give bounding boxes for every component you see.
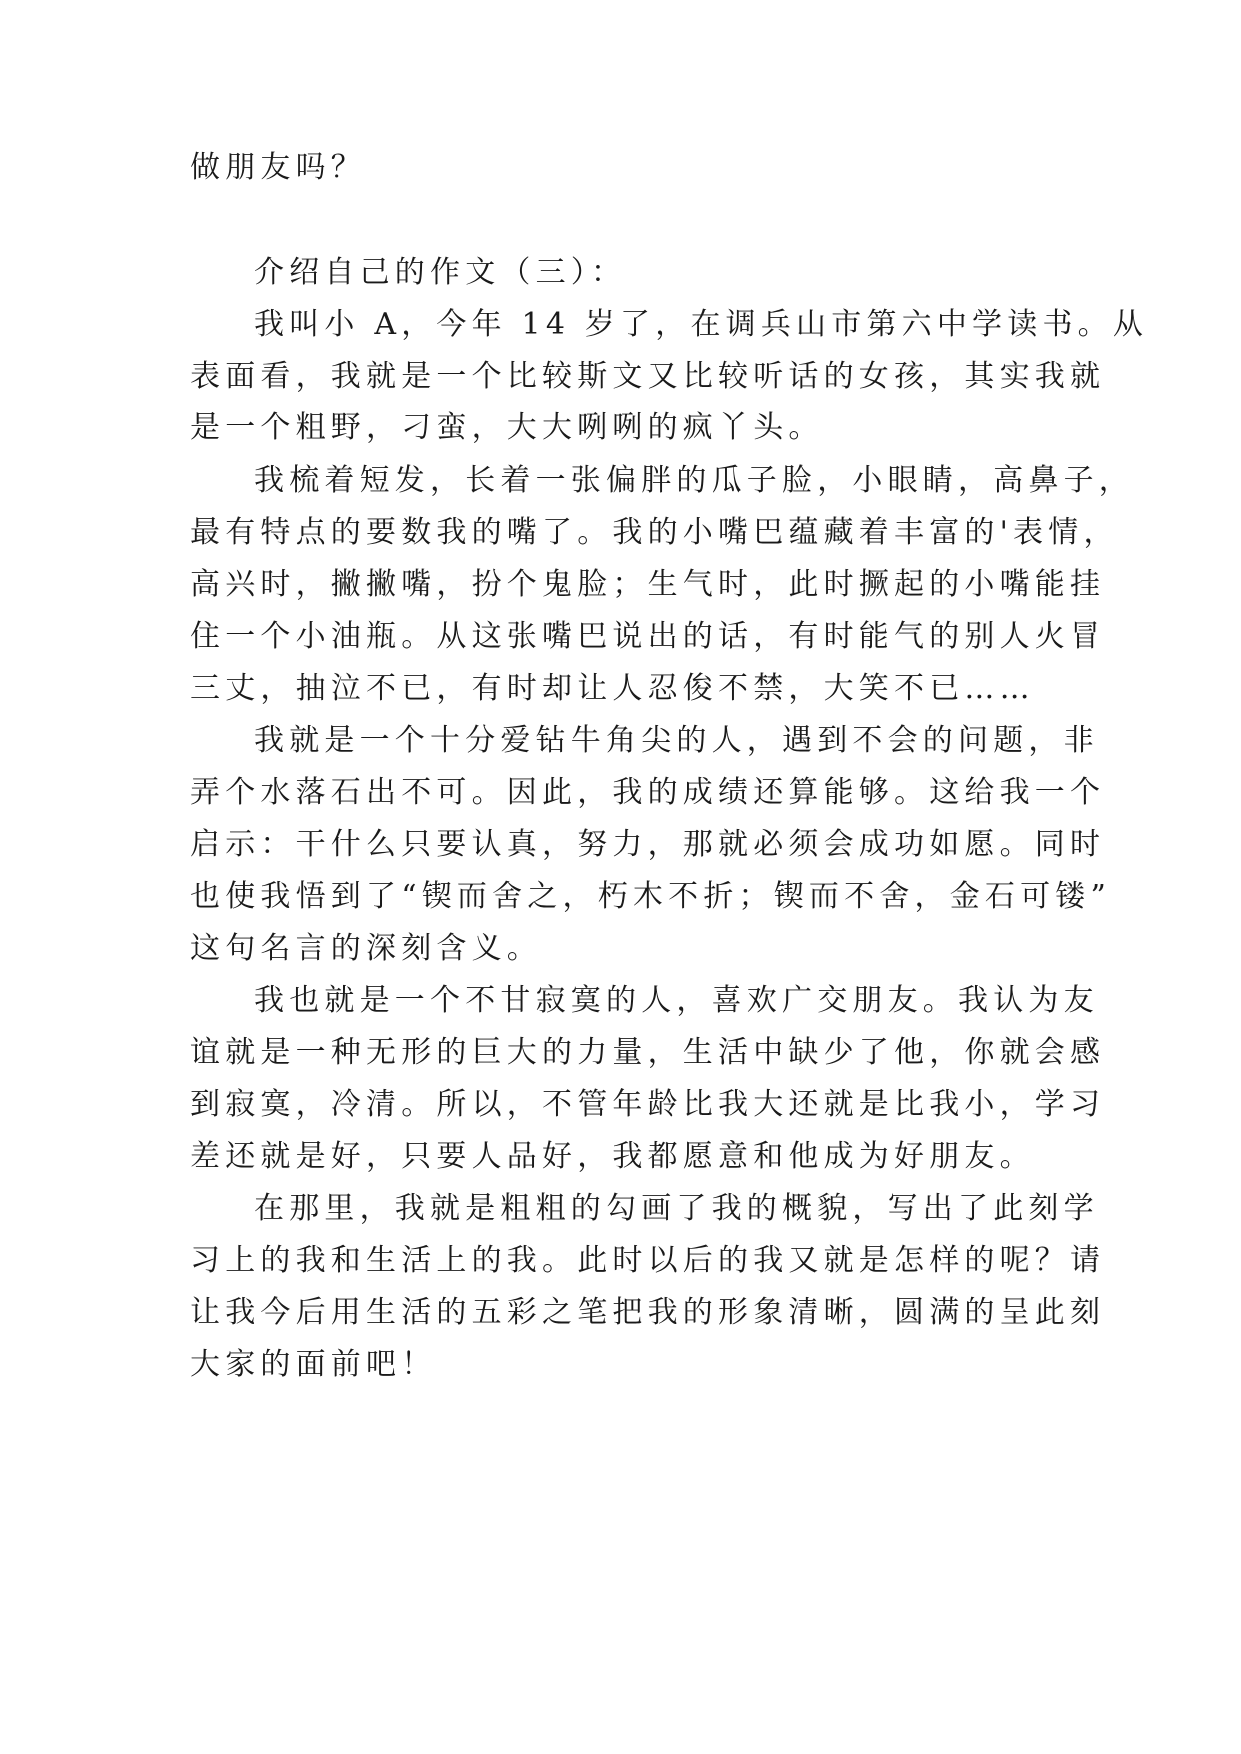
paragraph-3-line-5: 这句名言的深刻含义。 [190,931,542,966]
paragraph-1-line-1: 我叫小 A，今年 14 岁了，在调兵山市第六中学读书。从 [254,307,1149,342]
continuation-line: 做朋友吗？ [190,150,366,185]
paragraph-2-line-1: 我梳着短发，长着一张偏胖的瓜子脸，小眼睛，高鼻子， [254,463,1134,498]
paragraph-2-line-4: 住一个小油瓶。从这张嘴巴说出的话，有时能气的别人火冒 [190,619,1106,654]
paragraph-3-line-2: 弄个水落石出不可。因此，我的成绩还算能够。这给我一个 [190,775,1106,810]
paragraph-3-line-3: 启示：干什么只要认真，努力，那就必须会成功如愿。同时 [190,827,1106,862]
paragraph-1-line-3: 是一个粗野，刁蛮，大大咧咧的疯丫头。 [190,410,824,445]
paragraph-2-line-5: 三丈，抽泣不已，有时却让人忍俊不禁，大笑不已…… [190,671,1035,706]
paragraph-4-line-2: 谊就是一种无形的巨大的力量，生活中缺少了他，你就会感 [190,1035,1106,1070]
paragraph-4-line-1: 我也就是一个不甘寂寞的人，喜欢广交朋友。我认为友 [254,983,1099,1018]
paragraph-3-line-4: 也使我悟到了“锲而舍之，朽木不折；锲而不舍，金石可镂” [190,879,1112,914]
paragraph-2-line-2: 最有特点的要数我的嘴了。我的小嘴巴蕴藏着丰富的'表情， [190,515,1119,550]
paragraph-4-line-3: 到寂寞，冷清。所以，不管年龄比我大还就是比我小，学习 [190,1087,1106,1122]
paragraph-2-line-3: 高兴时，撇撇嘴，扮个鬼脸；生气时，此时撅起的小嘴能挂 [190,567,1106,602]
paragraph-5-line-2: 习上的我和生活上的我。此时以后的我又就是怎样的呢？请 [190,1243,1106,1278]
paragraph-1-line-2: 表面看，我就是一个比较斯文又比较听话的女孩，其实我就 [190,359,1106,394]
paragraph-5-line-1: 在那里，我就是粗粗的勾画了我的概貌，写出了此刻学 [254,1191,1099,1226]
paragraph-5-line-4: 大家的面前吧！ [190,1347,437,1382]
paragraph-4-line-4: 差还就是好，只要人品好，我都愿意和他成为好朋友。 [190,1139,1035,1174]
paragraph-5-line-3: 让我今后用生活的五彩之笔把我的形象清晰，圆满的呈此刻 [190,1295,1106,1330]
paragraph-3-line-1: 我就是一个十分爱钻牛角尖的人，遇到不会的问题，非 [254,723,1099,758]
section-heading: 介绍自己的作文（三）： [254,255,627,290]
